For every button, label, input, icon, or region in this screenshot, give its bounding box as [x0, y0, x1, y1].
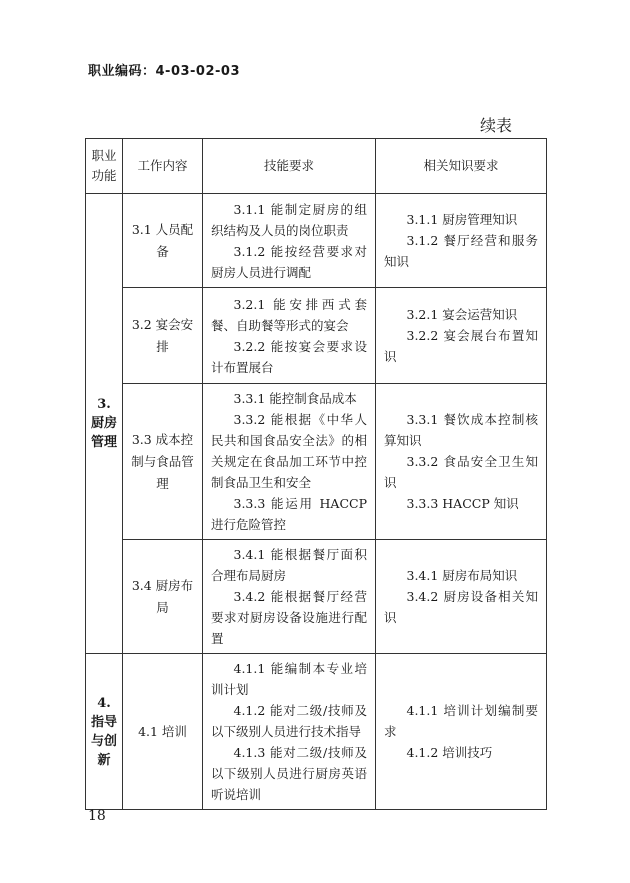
- table-row: [86, 540, 547, 654]
- skill-item: 4.1.3 能对二级/技师及以下级别人员进行厨房英语听说培训: [211, 745, 367, 802]
- work-cell: 3.2 宴会安排: [123, 288, 203, 384]
- function-cell: 3. 厨房管理: [86, 194, 123, 654]
- table-row: [86, 288, 547, 384]
- skill-item: 3.3.1 能控制食品成本: [233, 391, 357, 406]
- skill-cell: [203, 654, 376, 810]
- work-cell: 4.1 培训: [123, 654, 203, 810]
- skill-item: 4.1.1 能编制本专业培训计划: [211, 661, 367, 697]
- page-number: 18: [88, 808, 106, 824]
- knowledge-item: 3.2.2 宴会展台布置知识: [384, 328, 538, 364]
- skill-item: 3.3.2 能根据《中华人民共和国食品安全法》的相关规定在食品加工环节中控制食品卫生和安全: [211, 412, 367, 490]
- knowledge-item: 4.1.1 培训计划编制要求: [384, 703, 538, 739]
- knowledge-cell: [376, 194, 547, 288]
- knowledge-item: 3.3.3 HACCP 知识: [406, 496, 519, 511]
- knowledge-item: 3.3.1 餐饮成本控制核算知识: [384, 412, 538, 448]
- function-cell: 4. 指导与创新: [86, 654, 123, 810]
- table-header-row: [86, 139, 547, 194]
- skill-item: 3.2.2 能按宴会要求设计布置展台: [211, 338, 367, 375]
- skill-item: 3.4.2 能根据餐厅经营要求对厨房设备设施进行配置: [211, 589, 367, 646]
- skill-cell: [203, 194, 376, 288]
- knowledge-item: 3.1.1 厨房管理知识: [406, 212, 518, 227]
- table-row: [86, 654, 547, 810]
- skill-item: 3.4.1 能根据餐厅面积合理布局厨房: [211, 547, 367, 583]
- knowledge-item: 3.4.2 厨房设备相关知识: [384, 589, 538, 625]
- work-cell: 3.1 人员配备: [123, 194, 203, 288]
- table-row: [86, 194, 547, 288]
- header-skill: 技能要求: [203, 139, 376, 194]
- header-knowledge: 相关知识要求: [376, 139, 547, 194]
- skill-cell: [203, 384, 376, 540]
- header-function: 职业功能: [86, 139, 123, 194]
- knowledge-item: 3.1.2 餐厅经营和服务知识: [384, 233, 538, 269]
- work-cell: 3.4 厨房布局: [123, 540, 203, 654]
- skill-item: 4.1.2 能对二级/技师及以下级别人员进行技术指导: [211, 703, 367, 739]
- skill-item: 3.3.3 能运用 HACCP 进行危险管控: [211, 496, 367, 532]
- knowledge-cell: [376, 384, 547, 540]
- skill-cell: [203, 288, 376, 384]
- continued-label: 续表: [480, 116, 513, 135]
- skill-item: 3.2.1 能安排西式套餐、自助餐等形式的宴会: [211, 296, 367, 333]
- skill-item: 3.1.2 能按经营要求对厨房人员进行调配: [211, 243, 367, 280]
- knowledge-item: 3.4.1 厨房布局知识: [406, 568, 518, 583]
- knowledge-item: 3.3.2 食品安全卫生知识: [384, 454, 538, 490]
- table-row: [86, 384, 547, 540]
- knowledge-cell: [376, 654, 547, 810]
- skills-table: [85, 138, 547, 810]
- knowledge-cell: [376, 288, 547, 384]
- header-work: 工作内容: [123, 139, 203, 194]
- skill-item: 3.1.1 能制定厨房的组织结构及人员的岗位职责: [211, 201, 367, 238]
- knowledge-item: 3.2.1 宴会运营知识: [406, 307, 518, 322]
- knowledge-cell: [376, 540, 547, 654]
- knowledge-item: 4.1.2 培训技巧: [406, 745, 493, 760]
- occupation-code: 职业编码：4-03-02-03: [88, 64, 241, 79]
- skill-cell: [203, 540, 376, 654]
- work-cell: 3.3 成本控制与食品管理: [123, 384, 203, 540]
